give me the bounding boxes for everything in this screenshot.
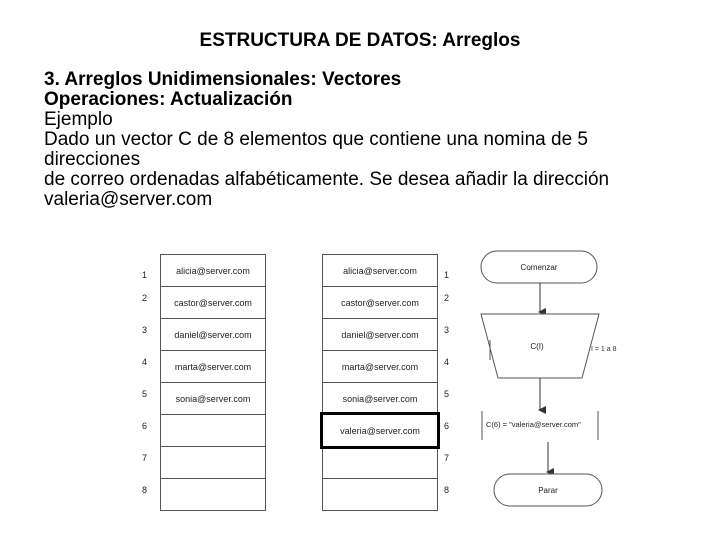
- index-label: 2: [444, 293, 450, 303]
- description-line-1: Dado un vector C de 8 elementos que contiene una nomina de 5: [44, 129, 588, 150]
- index-label: 6: [142, 421, 148, 431]
- index-label: 4: [142, 357, 148, 367]
- vector-cell: daniel@server.com: [160, 318, 266, 351]
- description-line-2: direcciones: [44, 149, 141, 170]
- vector-cell: alicia@server.com: [322, 254, 438, 287]
- index-label: 1: [142, 270, 148, 280]
- example-line: Ejemplo: [44, 109, 113, 130]
- vector-cell: castor@server.com: [322, 286, 438, 319]
- vector-cell: castor@server.com: [160, 286, 266, 319]
- index-label: 2: [142, 293, 148, 303]
- loop-range-label: I = 1 a 8: [591, 346, 617, 353]
- assign-label: C(6) = "valeria@server.com": [486, 420, 581, 429]
- index-label: 7: [142, 453, 148, 463]
- index-label: 6: [444, 421, 450, 431]
- index-label: 1: [444, 270, 450, 280]
- vector-cell: valeria@server.com: [322, 414, 438, 447]
- description-line-4: valeria@server.com: [44, 189, 213, 210]
- vector-cell: daniel@server.com: [322, 318, 438, 351]
- vector-cell: sonia@server.com: [160, 382, 266, 415]
- vector-cell: sonia@server.com: [322, 382, 438, 415]
- operation-line: Operaciones: Actualización: [44, 89, 293, 110]
- index-label: 5: [142, 389, 148, 399]
- vector-cell: alicia@server.com: [160, 254, 266, 287]
- end-label: Parar: [538, 486, 558, 495]
- index-label: 7: [444, 453, 450, 463]
- subtitle-line: 3. Arreglos Unidimensionales: Vectores: [44, 69, 402, 90]
- index-label: 5: [444, 389, 450, 399]
- index-label: 4: [444, 357, 450, 367]
- loop-label: C(I): [530, 342, 544, 351]
- vector-cell: marta@server.com: [160, 350, 266, 383]
- index-label: 3: [444, 325, 450, 335]
- index-label: 8: [142, 485, 148, 495]
- description-line-3: de correo ordenadas alfabéticamente. Se desea añadir la dirección: [44, 169, 610, 190]
- index-label: 3: [142, 325, 148, 335]
- slide-title: ESTRUCTURA DE DATOS: Arreglos: [199, 30, 521, 51]
- vector-cell: marta@server.com: [322, 350, 438, 383]
- index-label: 8: [444, 485, 450, 495]
- start-label: Comenzar: [520, 263, 558, 272]
